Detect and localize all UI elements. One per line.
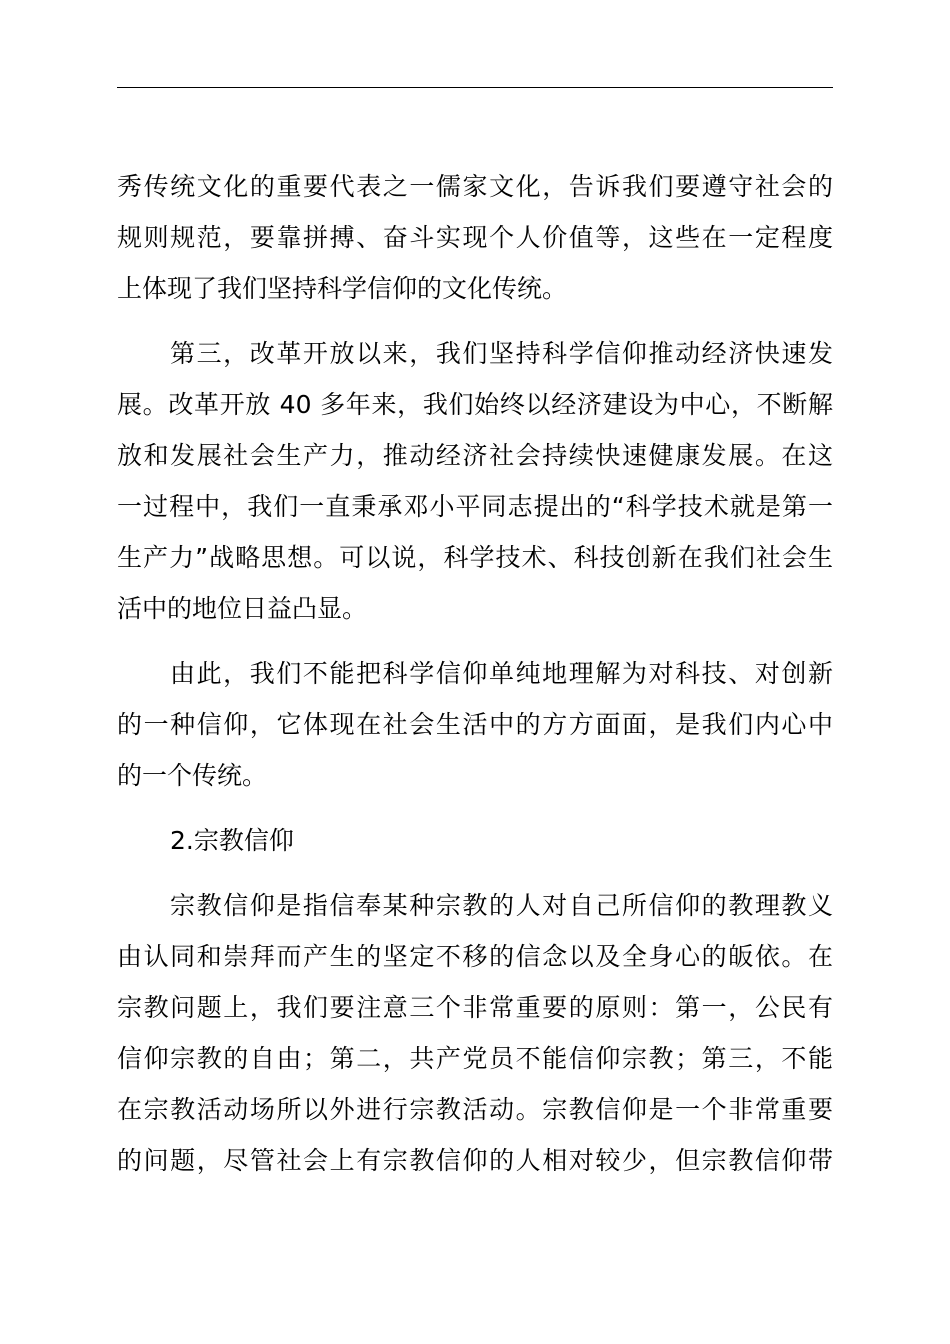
text-line: 由此，我们不能把科学信仰单纯地理解为对科技、对创新 xyxy=(170,659,833,688)
text-line: 信仰宗教的自由；第二，共产党员不能信仰宗教；第三，不能 xyxy=(117,1044,833,1073)
section-heading xyxy=(117,815,833,866)
paragraph-continuation xyxy=(117,161,833,314)
text-line: 的一个传统。 xyxy=(117,761,268,790)
text-line: 第三，改革开放以来，我们坚持科学信仰推动经济快速发 xyxy=(170,339,833,368)
document-body xyxy=(117,161,833,1200)
text-line: 宗教问题上，我们要注意三个非常重要的原则：第一，公民有 xyxy=(117,993,833,1022)
paragraph-third-point xyxy=(117,328,833,634)
section-heading-text: 2.宗教信仰 xyxy=(170,826,294,855)
paragraph-conclusion xyxy=(117,648,833,801)
text-line: 在宗教活动场所以外进行宗教活动。宗教信仰是一个非常重要 xyxy=(117,1095,833,1124)
text-line: 的问题，尽管社会上有宗教信仰的人相对较少，但宗教信仰带 xyxy=(117,1146,833,1175)
text-line: 由认同和崇拜而产生的坚定不移的信念以及全身心的皈依。在 xyxy=(117,942,833,971)
header-rule xyxy=(117,87,833,88)
text-line: 一过程中，我们一直秉承邓小平同志提出的“科学技术就是第一 xyxy=(117,492,833,521)
paragraph-religious-belief xyxy=(117,880,833,1186)
text-line: 的一种信仰，它体现在社会生活中的方方面面，是我们内心中 xyxy=(117,710,833,739)
text-line: 秀传统文化的重要代表之一儒家文化，告诉我们要遵守社会的 xyxy=(117,172,833,201)
text-line: 宗教信仰是指信奉某种宗教的人对自己所信仰的教理教义 xyxy=(170,891,833,920)
text-line: 生产力”战略思想。可以说，科学技术、科技创新在我们社会生 xyxy=(117,543,833,572)
text-line: 规则规范，要靠拼搏、奋斗实现个人价值等，这些在一定程度 xyxy=(117,223,833,252)
text-line: 上体现了我们坚持科学信仰的文化传统。 xyxy=(117,274,568,303)
text-line: 活中的地位日益凸显。 xyxy=(117,594,368,623)
text-line: 放和发展社会生产力，推动经济社会持续快速健康发展。在这 xyxy=(117,441,833,470)
text-line: 展。改革开放 40 多年来，我们始终以经济建设为中心，不断解 xyxy=(117,390,833,419)
